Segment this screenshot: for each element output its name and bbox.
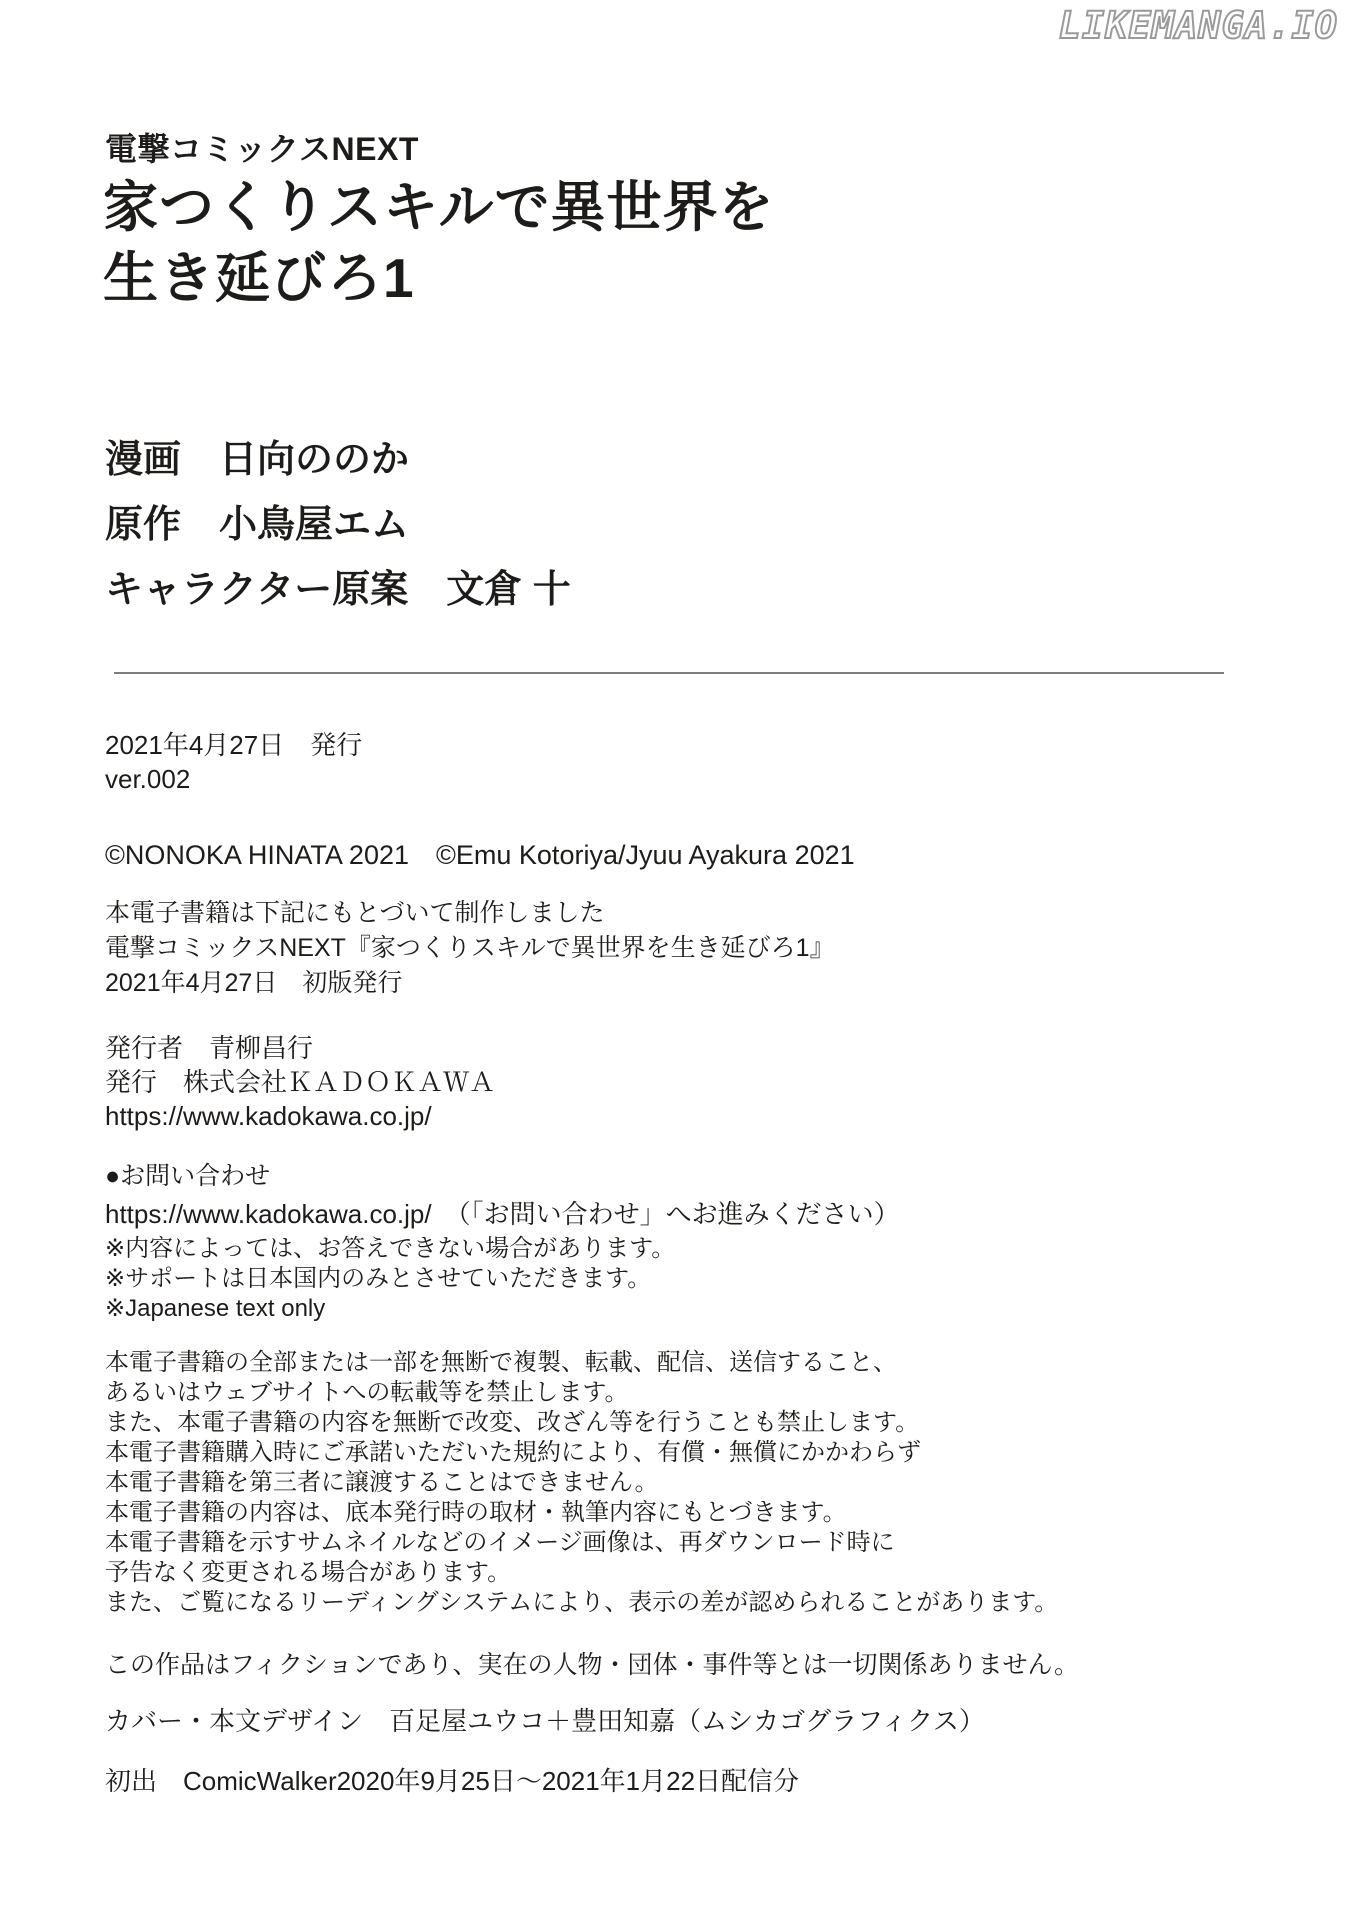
publication-date: 2021年4月27日 発行	[105, 730, 363, 760]
book-title-line1: 家つくりスキルで異世界を	[103, 176, 775, 238]
design-credit: カバー・本文デザイン 百足屋ユウコ＋豊田知嘉（ムシカゴグラフィクス）	[105, 1706, 985, 1736]
legal-line: 本電子書籍の全部または一部を無断で複製、転載、配信、送信すること、	[105, 1349, 897, 1376]
imprint-label: 電撃コミックスNEXT	[105, 131, 419, 167]
contact-note: ※サポートは日本国内のみとさせていただきます。	[105, 1265, 652, 1292]
publisher-url: https://www.kadokawa.co.jp/	[105, 1101, 432, 1131]
legal-line: 予告なく変更される場合があります。	[105, 1559, 512, 1586]
publisher-block	[105, 1031, 495, 1133]
fiction-notice: この作品はフィクションであり、実在の人物・団体・事件等とは一切関係ありません。	[105, 1651, 1080, 1679]
book-title	[103, 172, 774, 314]
based-on-edition: 電撃コミックスNEXT『家つくりスキルで異世界を生き延びろ1』	[105, 934, 835, 962]
contact-heading: ●お問い合わせ	[105, 1162, 271, 1190]
divider-line	[114, 672, 1224, 674]
publication-date-block	[105, 728, 362, 796]
credits-block	[105, 428, 571, 623]
version-label: ver.002	[105, 764, 191, 794]
contact-note: ※内容によっては、お答えできない場合があります。	[105, 1235, 676, 1262]
site-watermark: LIKEMANGA.IO	[1058, 4, 1338, 47]
credit-artist: 漫画 日向ののか	[105, 439, 410, 481]
publisher-person: 発行者 青柳昌行	[105, 1033, 314, 1063]
credit-character-design: キャラクター原案 文倉 十	[105, 569, 571, 611]
contact-url: https://www.kadokawa.co.jp/ （「お問い合わせ」へお進みください）	[105, 1199, 900, 1229]
legal-line: 本電子書籍を第三者に譲渡することはできません。	[105, 1469, 659, 1496]
legal-line: 本電子書籍の内容は、底本発行時の取材・執筆内容にもとづきます。	[105, 1499, 847, 1526]
publisher-company: 発行 株式会社ＫＡＤＯＫＡＷＡ	[105, 1067, 496, 1097]
book-title-line2: 生き延びろ1	[103, 247, 415, 309]
based-on-date: 2021年4月27日 初版発行	[105, 969, 403, 997]
legal-line: また、ご覧になるリーディングシステムにより、表示の差が認められることがあります。	[105, 1589, 1059, 1616]
based-on-intro: 本電子書籍は下記にもとづいて制作しました	[105, 899, 605, 927]
first-publication: 初出 ComicWalker2020年9月25日～2021年1月22日配信分	[105, 1766, 800, 1796]
legal-line: あるいはウェブサイトへの転載等を禁止します。	[105, 1379, 629, 1406]
based-on-block	[105, 896, 835, 1001]
contact-block	[105, 1158, 900, 1324]
contact-note: ※Japanese text only	[105, 1295, 326, 1322]
copyright-line: ©NONOKA HINATA 2021 ©Emu Kotoriya/Jyuu Ayakura 2021	[105, 840, 855, 870]
credit-original-author: 原作 小鳥屋エム	[105, 504, 410, 546]
legal-block	[105, 1348, 1058, 1618]
legal-line: 本電子書籍購入時にご承諾いただいた規約により、有償・無償にかかわらず	[105, 1439, 921, 1466]
legal-line: 本電子書籍を示すサムネイルなどのイメージ画像は、再ダウンロード時に	[105, 1529, 895, 1556]
legal-line: また、本電子書籍の内容を無断で改変、改ざん等を行うことも禁止します。	[105, 1409, 920, 1436]
